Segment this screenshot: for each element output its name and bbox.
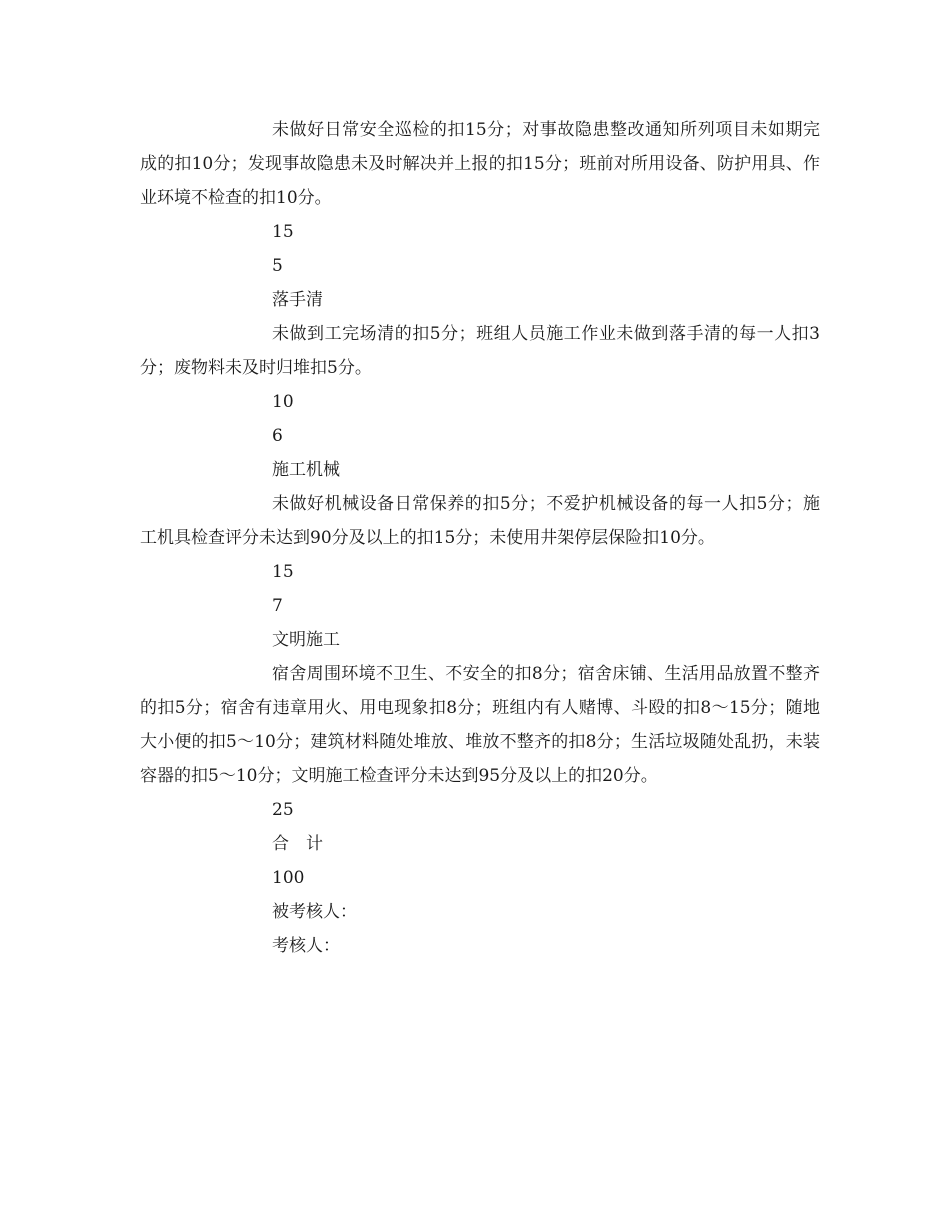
total-label: 合 计 bbox=[272, 834, 323, 854]
deduction-paragraph-civilized-construction: 宿舍周围环境不卫生、不安全的扣8分；宿舍床铺、生活用品放置不整齐的扣5分；宿舍有违章用火、用电现象扣8分；班组内有人赌博、斗殴的扣8～15分；随地大小便的扣5～10分；建筑材料随处堆放、堆放不整齐的扣8分；生活垃圾随处乱扔，未装容器的扣5～10分；文明施工检查评分未达到95分及以上的扣20分。 bbox=[140, 664, 820, 786]
item-title-civilized-construction: 文明施工 bbox=[272, 630, 340, 650]
examiner-label: 考核人： bbox=[272, 936, 340, 956]
score-value: 15 bbox=[272, 222, 294, 242]
document-body bbox=[140, 113, 820, 963]
deduction-paragraph-machinery: 未做好机械设备日常保养的扣5分；不爱护机械设备的每一人扣5分；施工机具检查评分未达到90分及以上的扣15分；未使用井架停层保险扣10分。 bbox=[140, 494, 820, 548]
item-title-machinery: 施工机械 bbox=[272, 460, 340, 480]
deduction-paragraph-patrol: 未做好日常安全巡检的扣15分；对事故隐患整改通知所列项目未如期完成的扣10分；发现事故隐患未及时解决并上报的扣15分；班前对所用设备、防护用具、作业环境不检查的扣10分。 bbox=[140, 120, 820, 208]
total-value: 100 bbox=[272, 868, 305, 888]
item-number: 7 bbox=[272, 596, 283, 616]
item-number: 5 bbox=[272, 256, 283, 276]
deduction-paragraph-cleanup: 未做到工完场清的扣5分；班组人员施工作业未做到落手清的每一人扣3分；废物料未及时归堆扣5分。 bbox=[140, 324, 820, 378]
examinee-label: 被考核人： bbox=[272, 902, 357, 922]
score-value: 10 bbox=[272, 392, 294, 412]
item-title-cleanup: 落手清 bbox=[272, 290, 323, 310]
score-value: 25 bbox=[272, 800, 294, 820]
item-number: 6 bbox=[272, 426, 283, 446]
score-value: 15 bbox=[272, 562, 294, 582]
